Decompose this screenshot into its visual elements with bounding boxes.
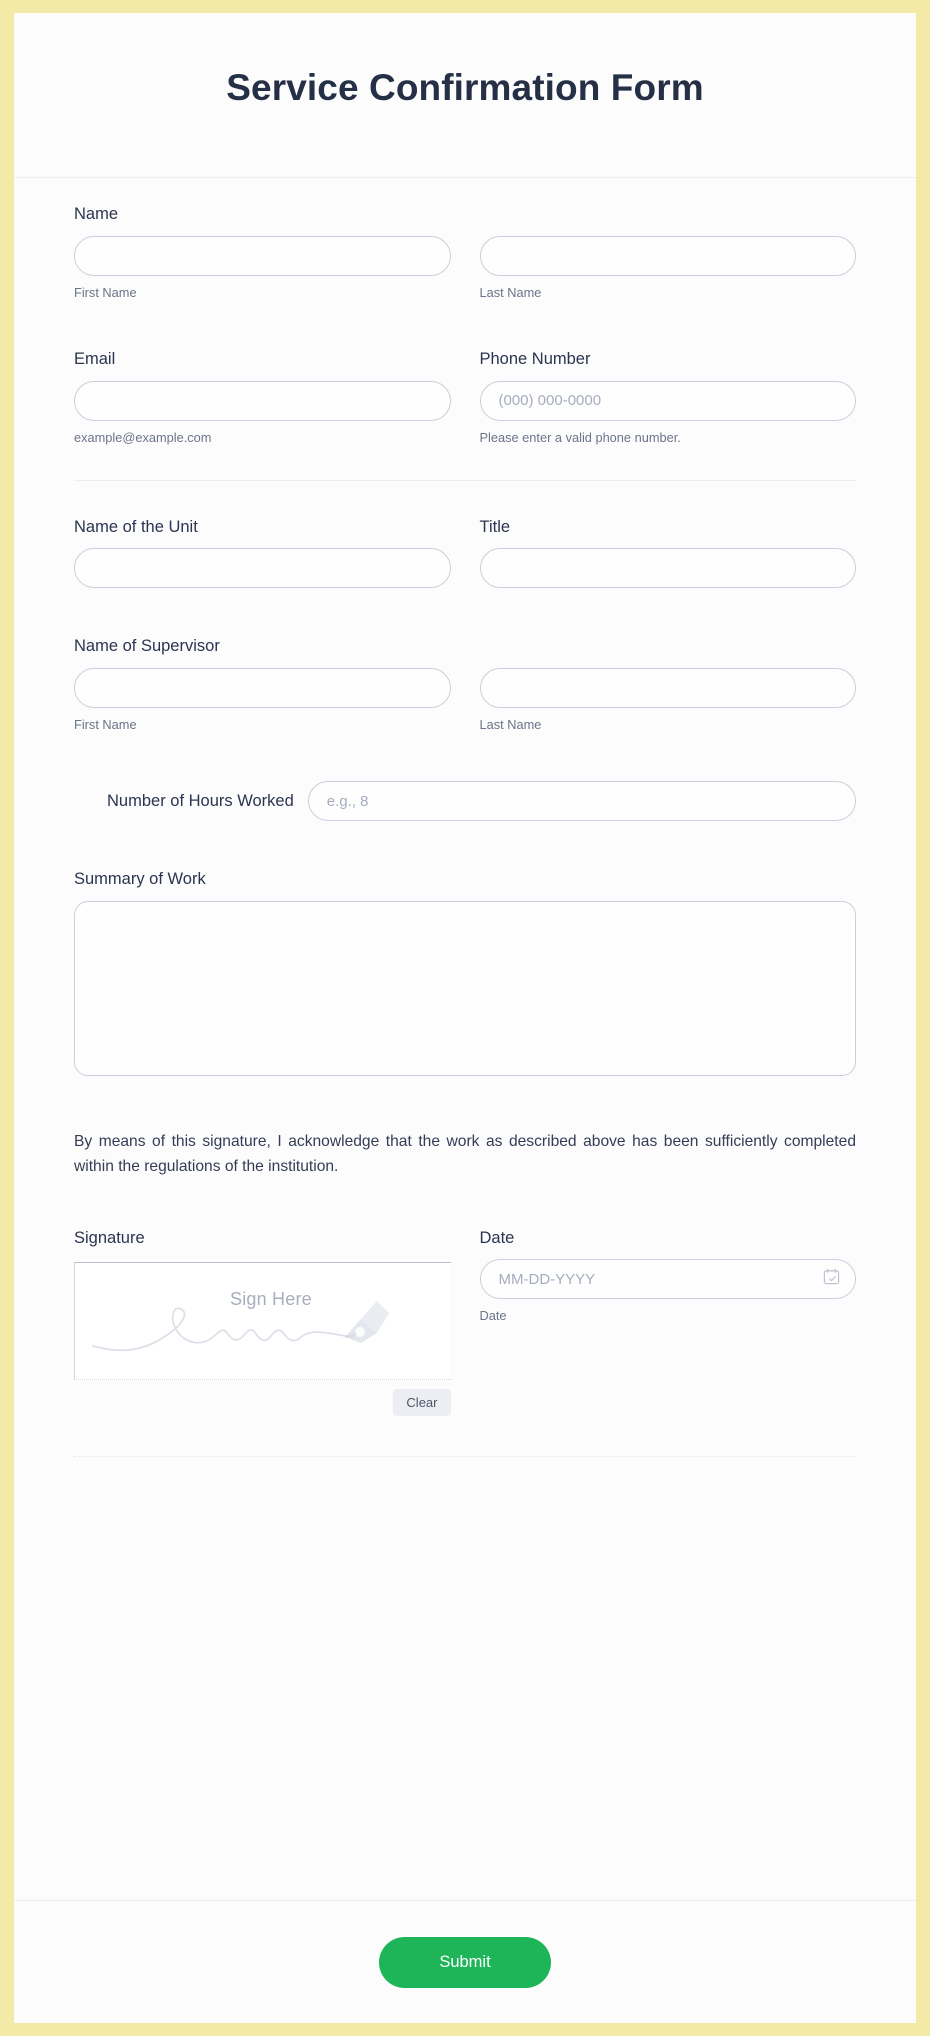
page-title: Service Confirmation Form [226, 67, 704, 108]
title-column [480, 517, 857, 589]
email-column [74, 349, 451, 446]
date-label: Date [479, 1228, 515, 1247]
date-input[interactable] [480, 1259, 857, 1299]
phone-label: Phone Number [479, 350, 591, 369]
unit-label: Name of the Unit [74, 517, 198, 536]
title-input[interactable] [480, 548, 857, 588]
signature-pad[interactable] [74, 1262, 451, 1380]
sign-here-watermark: Sign Here [230, 1289, 312, 1310]
unit-column [74, 517, 451, 589]
hours-input[interactable] [308, 781, 856, 821]
form-header [14, 13, 916, 178]
last-name-sublabel: Last Name [479, 284, 542, 300]
supervisor-last-name-input[interactable] [480, 668, 857, 708]
signature-column [74, 1228, 451, 1417]
section-divider [74, 480, 856, 481]
email-label: Email [74, 350, 116, 369]
field-group-unit-title [74, 517, 856, 589]
supervisor-last-column [480, 668, 857, 734]
form-footer [14, 1900, 916, 2023]
unit-input[interactable] [74, 548, 451, 588]
clear-signature-button[interactable]: Clear [393, 1389, 450, 1416]
field-group-hours [74, 781, 856, 821]
field-group-name [74, 204, 856, 301]
field-group-email-phone [74, 349, 856, 446]
phone-column [480, 349, 857, 446]
email-sublabel: example@example.com [74, 429, 212, 445]
bottom-dotted-separator [74, 1456, 856, 1457]
field-group-signature-date [74, 1228, 856, 1417]
supervisor-first-name-input[interactable] [74, 668, 451, 708]
field-group-summary [74, 869, 856, 1081]
first-name-input[interactable] [74, 236, 451, 276]
signature-label: Signature [74, 1228, 145, 1247]
form-body [14, 178, 916, 1457]
field-group-supervisor [74, 636, 856, 733]
phone-sublabel: Please enter a valid phone number. [479, 429, 681, 445]
last-name-input[interactable] [480, 236, 857, 276]
date-sublabel: Date [479, 1308, 507, 1324]
form-card [14, 13, 916, 2023]
first-name-sublabel: First Name [74, 284, 137, 300]
supervisor-label: Name of Supervisor [74, 637, 220, 656]
date-column [480, 1228, 857, 1417]
email-input[interactable] [74, 381, 451, 421]
first-name-column [74, 236, 451, 302]
supervisor-first-column [74, 668, 451, 734]
summary-label: Summary of Work [74, 870, 206, 889]
hours-label: Number of Hours Worked [107, 791, 294, 810]
name-label: Name [74, 205, 119, 223]
supervisor-last-sublabel: Last Name [479, 716, 542, 732]
summary-textarea[interactable] [74, 901, 856, 1076]
supervisor-first-sublabel: First Name [74, 716, 137, 732]
title-label: Title [479, 517, 511, 536]
last-name-column [480, 236, 857, 302]
submit-button[interactable]: Submit [379, 1937, 551, 1988]
acknowledgement-text: By means of this signature, I acknowledge that the work as described above has been sufficiently completed within the regulations of the institution. [74, 1133, 856, 1176]
phone-input[interactable] [480, 381, 857, 421]
